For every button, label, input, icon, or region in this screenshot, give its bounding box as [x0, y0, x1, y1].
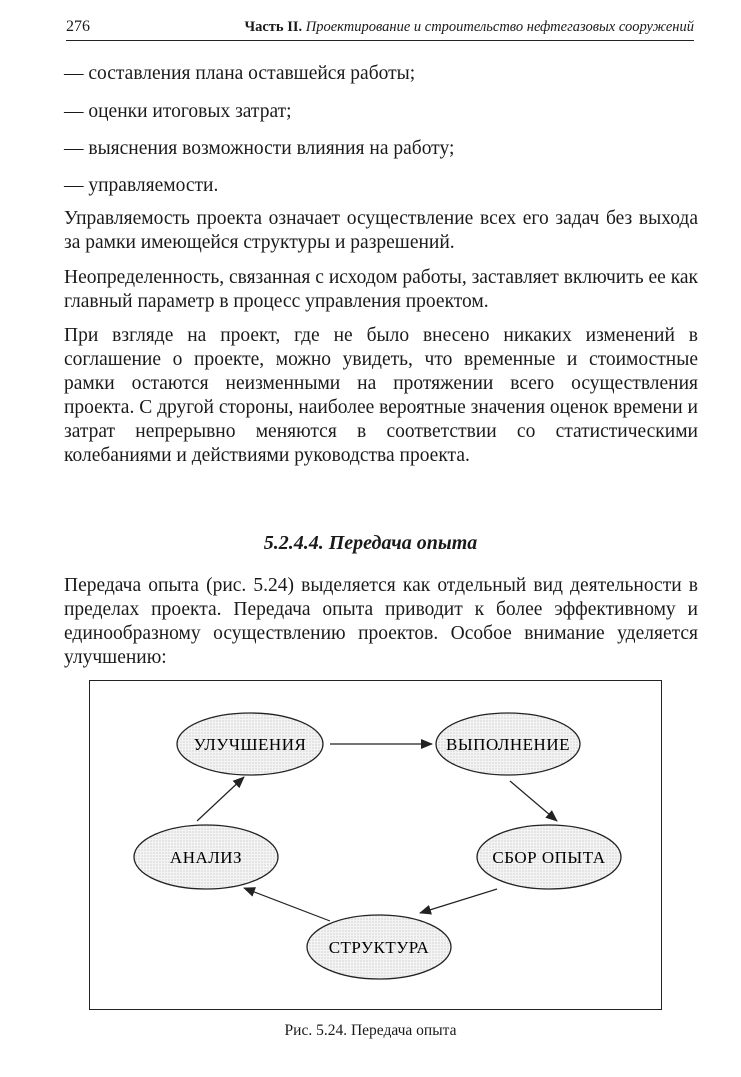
- arrow-experience-to-structure: [420, 889, 497, 913]
- figure-diagram: [89, 680, 662, 1010]
- list-item: — составления плана оставшейся работы;: [64, 63, 416, 84]
- page-number: 276: [66, 18, 90, 35]
- list-item: — управляемости.: [64, 175, 219, 196]
- cycle-diagram: [90, 681, 663, 1011]
- paragraph-uncertainty: Неопределенность, связанная с исходом работы, заставляет включить ее как главный параметр в процесс управления проектом.: [64, 267, 698, 312]
- header-chapter-title: Проектирование и строительство нефтегазовых сооружений: [305, 19, 694, 35]
- node-execution-label: ВЫПОЛНЕНИЕ: [446, 735, 570, 754]
- node-analysis: [134, 825, 278, 889]
- arrow-analysis-to-improvements: [197, 777, 244, 821]
- figure-caption: Рис. 5.24. Передача опыта: [284, 1022, 457, 1039]
- node-experience-label: СБОР ОПЫТА: [492, 848, 606, 867]
- paragraph-controllability: Управляемость проекта означает осуществление всех его задач без выхода за рамки имеющейся структуры и разрешений.: [64, 208, 698, 253]
- header-title: [244, 19, 694, 36]
- node-structure: [307, 915, 451, 979]
- section-heading: 5.2.4.4. Передача опыта: [263, 532, 478, 554]
- node-improvements-label: УЛУЧШЕНИЯ: [193, 735, 307, 754]
- node-analysis-label: АНАЛИЗ: [169, 848, 243, 867]
- running-header: [66, 14, 694, 41]
- node-structure-label: СТРУКТУРА: [328, 938, 430, 957]
- arrow-execution-to-experience: [510, 781, 557, 821]
- node-execution: [436, 713, 580, 775]
- header-part: Часть II.: [244, 19, 303, 35]
- list-item: — оценки итоговых затрат;: [64, 101, 292, 122]
- paragraph-experience-transfer: Передача опыта (рис. 5.24) выделяется как отдельный вид деятельности в пределах проекта. Передача опыта приводит к более эффективному и единообразному осуществлению проектов. Особое внимание уделяется улучшению:: [64, 575, 698, 668]
- arrow-structure-to-analysis: [244, 888, 330, 921]
- node-improvements: [177, 713, 323, 775]
- paragraph-project-view: При взгляде на проект, где не было внесено никаких изменений в соглашение о проекте, можно увидеть, что временные и стоимостные рамки остаются неизменными на протяжении всего осуществления проекта. С другой стороны, наиболее вероятные значения оценок времени и затрат непрерывно меняются в соответствии со статистическими колебаниями и действиями руководства проекта.: [64, 325, 698, 466]
- node-experience: [477, 825, 621, 889]
- list-item: — выяснения возможности влияния на работу;: [64, 138, 455, 159]
